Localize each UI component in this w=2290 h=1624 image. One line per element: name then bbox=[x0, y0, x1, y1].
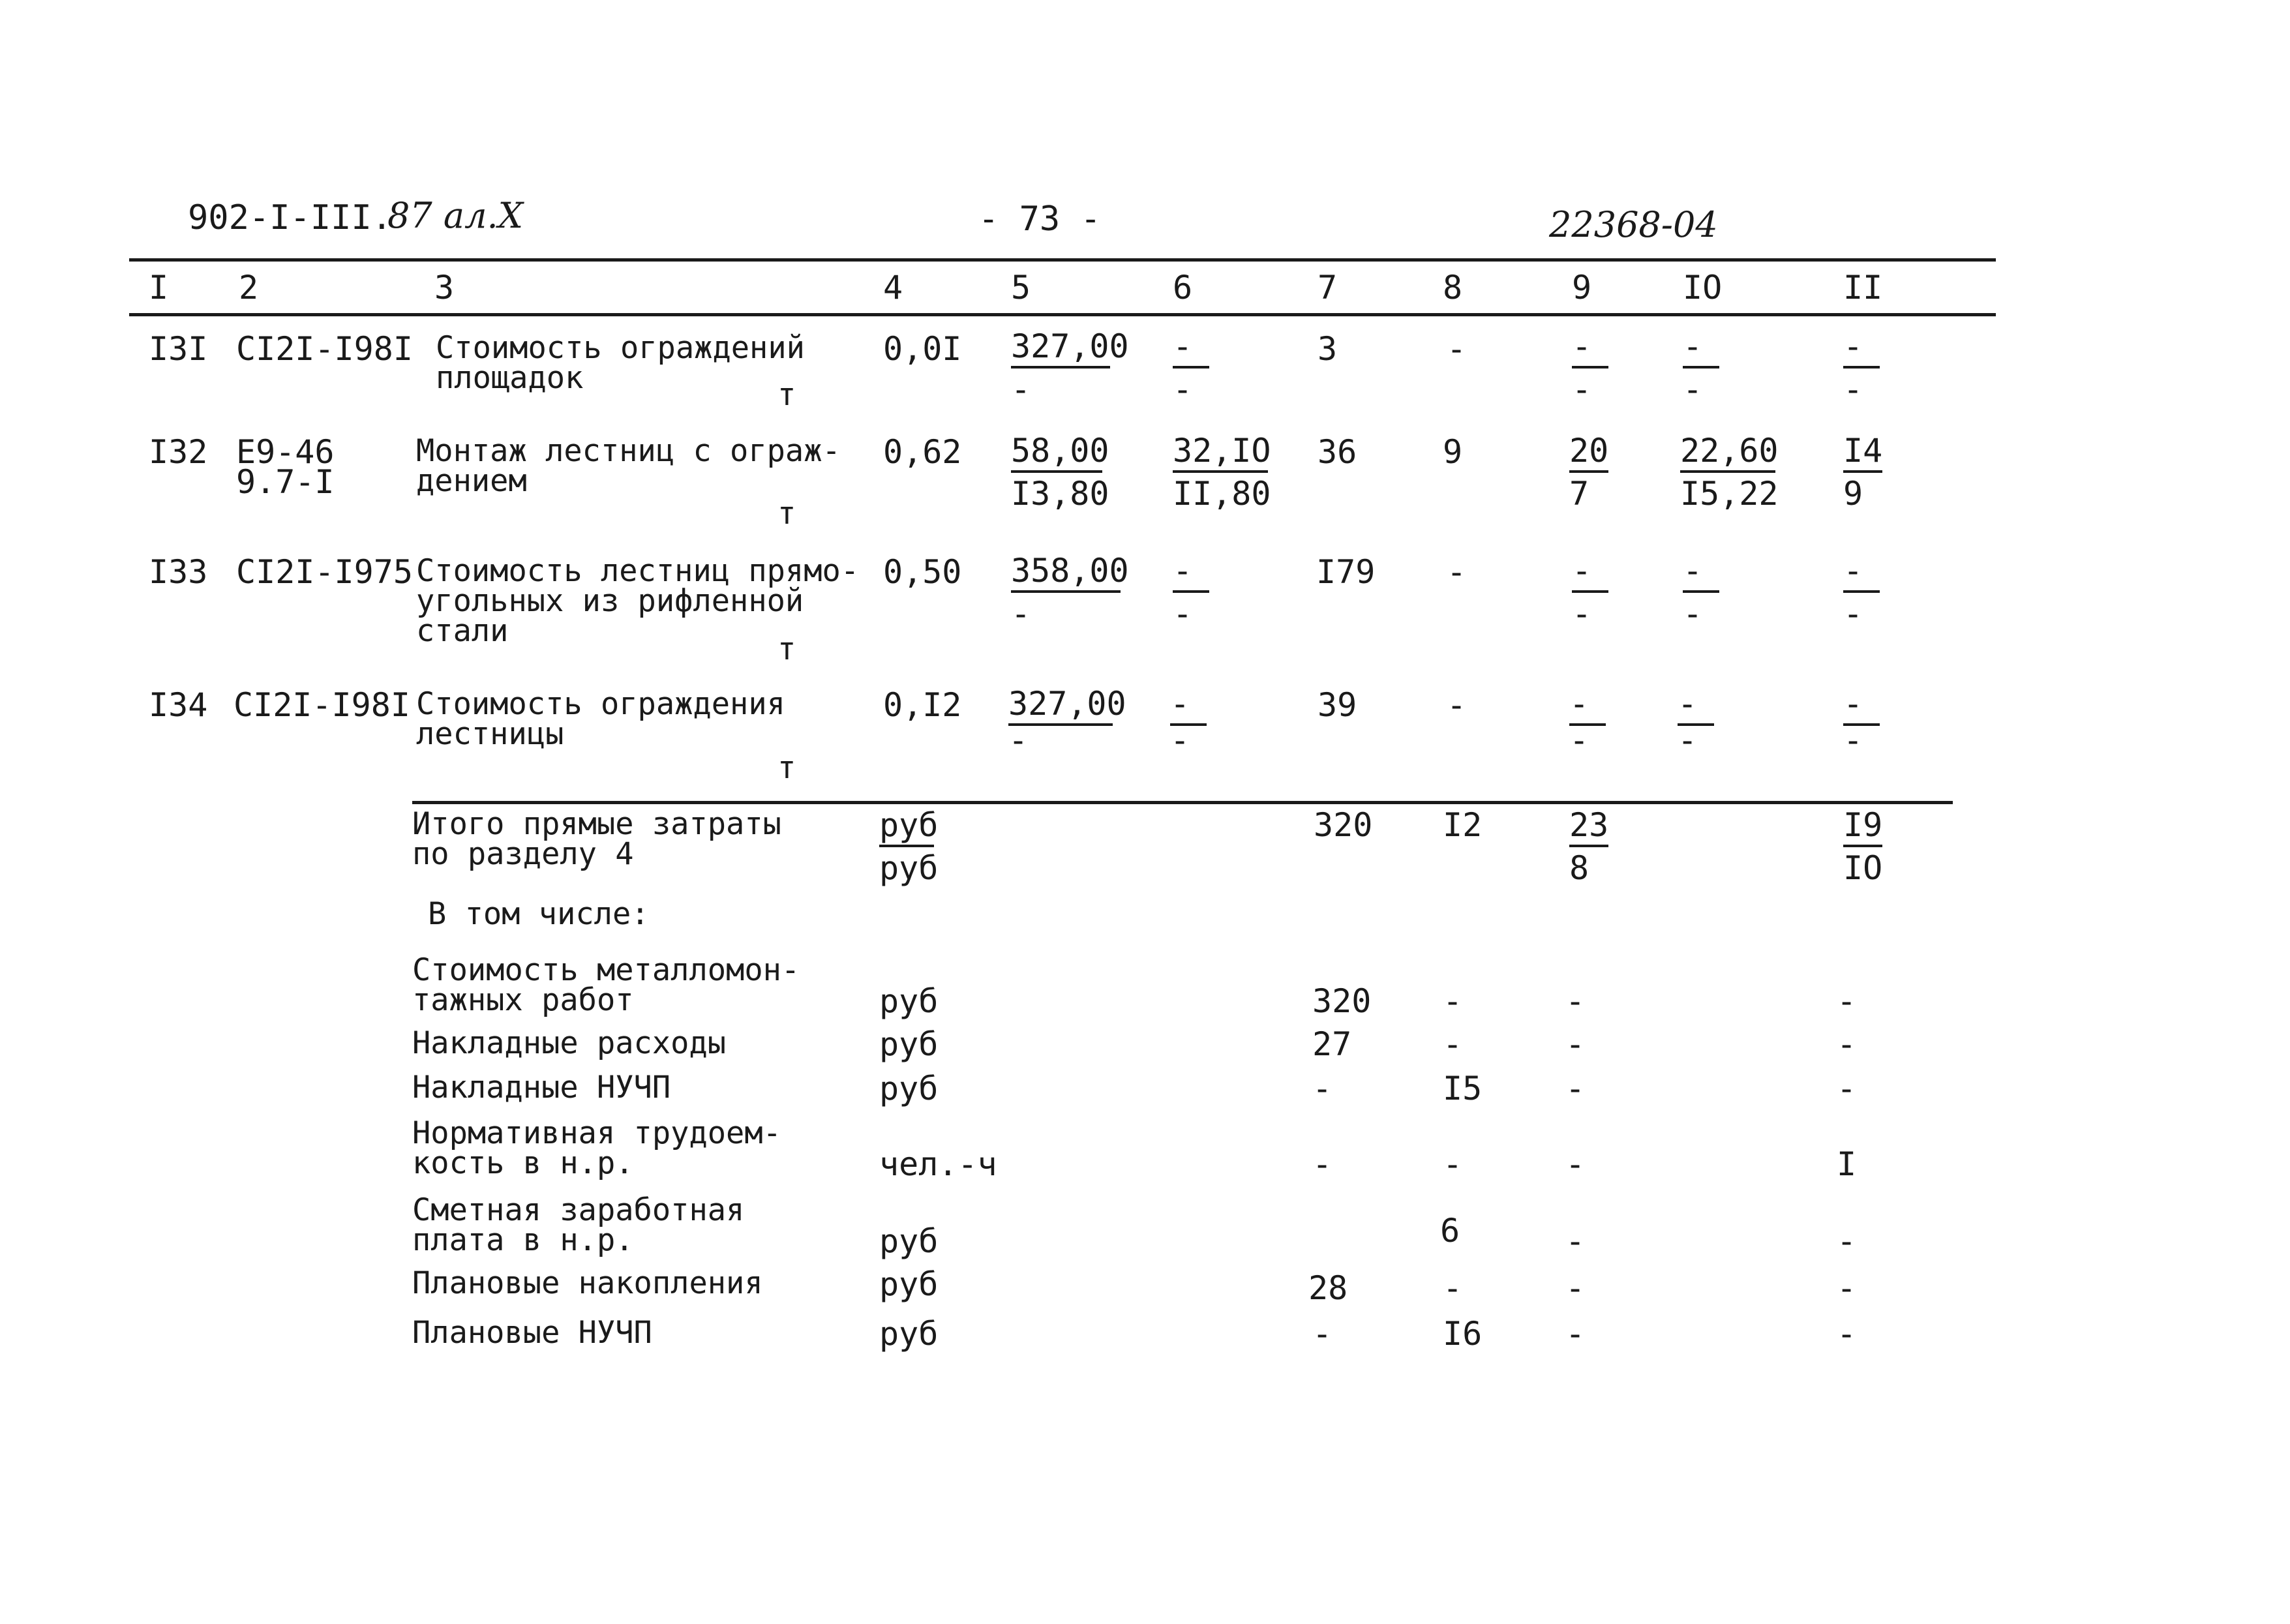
row-col-7: 36 bbox=[1318, 433, 1357, 471]
item-col-11: I bbox=[1837, 1145, 1857, 1183]
item-col-8: 6 bbox=[1440, 1212, 1460, 1250]
doc-code-handwritten: 87 ал.X bbox=[387, 195, 524, 236]
item-col-9: - bbox=[1565, 1025, 1586, 1063]
cell-col-9: - - bbox=[1572, 330, 1676, 395]
total-col-8: I2 bbox=[1443, 806, 1483, 844]
item-col-7: 28 bbox=[1308, 1269, 1348, 1307]
cell-unit-price: 58,00 I3,80 bbox=[1011, 432, 1109, 513]
col-header-8: 8 bbox=[1443, 269, 1463, 307]
row-quantity: 0,50 bbox=[883, 553, 962, 591]
item-col-11: - bbox=[1837, 1269, 1857, 1307]
row-unit: т bbox=[777, 496, 796, 532]
item-col-9: - bbox=[1565, 1145, 1586, 1183]
row-description-line: дением bbox=[416, 463, 527, 499]
item-col-7: - bbox=[1312, 1315, 1333, 1353]
row-number: I33 bbox=[149, 553, 208, 591]
cell-col-11: - - bbox=[1843, 687, 1948, 753]
total-col-9: 23 8 bbox=[1569, 806, 1609, 887]
row-col-8: - bbox=[1447, 686, 1467, 724]
row-description-line: площадок bbox=[436, 360, 584, 396]
col-header-11: II bbox=[1843, 269, 1883, 307]
cell-col-6: - - bbox=[1170, 687, 1274, 753]
cell-col-11: I4 9 bbox=[1843, 432, 1883, 513]
item-unit: руб bbox=[879, 1315, 939, 1353]
row-quantity: 0,62 bbox=[883, 433, 962, 471]
col-header-7: 7 bbox=[1318, 269, 1338, 307]
cell-col-6: - - bbox=[1173, 554, 1277, 620]
cell-col-9: - - bbox=[1569, 687, 1674, 753]
total-unit: руб руб bbox=[879, 806, 939, 887]
cell-col-6: - - bbox=[1173, 330, 1277, 395]
item-col-8: - bbox=[1443, 1145, 1463, 1183]
cell-unit-price: 358,00 - bbox=[1011, 552, 1129, 633]
item-col-11: - bbox=[1837, 982, 1857, 1020]
item-col-8: I6 bbox=[1443, 1315, 1483, 1353]
cell-col-10: - - bbox=[1683, 554, 1787, 620]
col-header-6: 6 bbox=[1173, 269, 1193, 307]
total-label-line: Итого прямые затраты bbox=[412, 806, 781, 842]
item-col-9: - bbox=[1565, 1222, 1586, 1260]
item-col-11: - bbox=[1837, 1222, 1857, 1260]
row-number: I3I bbox=[149, 330, 208, 368]
cell-col-10: 22,60 I5,22 bbox=[1680, 432, 1779, 513]
col-header-5: 5 bbox=[1011, 269, 1031, 307]
item-label-line: Накладные НУЧП bbox=[412, 1070, 671, 1105]
header-top-rule bbox=[129, 258, 1996, 262]
row-col-8: 9 bbox=[1443, 433, 1463, 471]
col-header-10: IO bbox=[1683, 269, 1723, 307]
total-col-7: 320 bbox=[1314, 806, 1373, 844]
doc-code: 902-I-III. bbox=[188, 198, 393, 237]
item-label-line: Накладные расходы bbox=[412, 1025, 727, 1061]
item-col-9: - bbox=[1565, 1315, 1586, 1353]
row-code: E9-46 bbox=[236, 433, 335, 471]
row-col-8: - bbox=[1447, 330, 1467, 368]
item-label-line: Стоимость металломон- bbox=[412, 952, 800, 988]
item-label-line: плата в н.р. bbox=[412, 1222, 634, 1258]
col-header-3: 3 bbox=[434, 269, 455, 307]
row-col-7: 3 bbox=[1318, 330, 1338, 368]
item-col-11: - bbox=[1837, 1025, 1857, 1063]
item-label-line: Сметная заработная bbox=[412, 1192, 745, 1228]
including-label: В том числе: bbox=[428, 896, 650, 932]
item-unit: руб bbox=[879, 1025, 939, 1063]
row-description-line: Монтаж лестниц с ограж- bbox=[416, 433, 841, 469]
row-code: CI2I-I975 bbox=[236, 553, 413, 591]
item-col-11: - bbox=[1837, 1070, 1857, 1107]
cell-col-10: - - bbox=[1678, 687, 1782, 753]
item-label-line: тажных работ bbox=[412, 982, 634, 1018]
row-col-7: I79 bbox=[1316, 553, 1376, 591]
item-label-line: Нормативная трудоем- bbox=[412, 1115, 781, 1151]
item-label-line: Плановые накопления bbox=[412, 1265, 763, 1301]
cell-col-9: 20 7 bbox=[1569, 432, 1609, 513]
cell-unit-price: 327,00 - bbox=[1011, 327, 1129, 408]
summary-rule bbox=[412, 801, 1953, 804]
item-col-8: - bbox=[1443, 1269, 1463, 1307]
row-col-7: 39 bbox=[1318, 686, 1357, 724]
item-col-9: - bbox=[1565, 1269, 1586, 1307]
item-unit: чел.-ч bbox=[879, 1145, 997, 1183]
cell-col-11: - - bbox=[1843, 554, 1948, 620]
cell-col-10: - - bbox=[1683, 330, 1787, 395]
col-header-2: 2 bbox=[239, 269, 259, 307]
cell-col-6: 32,IO II,80 bbox=[1173, 432, 1271, 513]
item-unit: руб bbox=[879, 982, 939, 1020]
doc-number-handwritten: 22368-04 bbox=[1549, 204, 1718, 245]
row-quantity: 0,I2 bbox=[883, 686, 962, 724]
row-unit: т bbox=[777, 377, 796, 413]
row-description-line: Стоимость ограждения bbox=[416, 686, 785, 722]
col-header-9: 9 bbox=[1572, 269, 1592, 307]
item-col-8: I5 bbox=[1443, 1070, 1483, 1107]
item-col-11: - bbox=[1837, 1315, 1857, 1353]
item-unit: руб bbox=[879, 1222, 939, 1260]
row-col-8: - bbox=[1447, 553, 1467, 591]
row-description-line: угольных из рифленной bbox=[416, 583, 804, 619]
page-number: - 73 - bbox=[978, 200, 1101, 239]
item-col-7: 27 bbox=[1312, 1025, 1352, 1063]
row-code: CI2I-I98I bbox=[236, 330, 413, 368]
item-label-line: кость в н.р. bbox=[412, 1145, 634, 1181]
col-header-4: 4 bbox=[883, 269, 903, 307]
item-col-7: - bbox=[1312, 1070, 1333, 1107]
col-header-1: I bbox=[149, 269, 169, 307]
item-col-7: 320 bbox=[1312, 982, 1372, 1020]
header-bottom-rule bbox=[129, 313, 1996, 316]
row-code-line-2: 9.7-I bbox=[236, 463, 335, 501]
row-code: CI2I-I98I bbox=[234, 686, 410, 724]
item-col-8: - bbox=[1443, 1025, 1463, 1063]
row-description-line: Стоимость ограждений bbox=[436, 330, 805, 366]
item-col-9: - bbox=[1565, 1070, 1586, 1107]
row-unit: т bbox=[777, 750, 796, 786]
cell-col-9: - - bbox=[1572, 554, 1676, 620]
total-label-line: по разделу 4 bbox=[412, 836, 634, 872]
row-description-line: Стоимость лестниц прямо- bbox=[416, 553, 860, 589]
row-unit: т bbox=[777, 631, 796, 667]
row-description-line: стали bbox=[416, 613, 509, 649]
total-col-11: I9 IO bbox=[1843, 806, 1883, 887]
row-description-line: лестницы bbox=[416, 716, 564, 752]
cell-unit-price: 327,00 - bbox=[1008, 685, 1126, 759]
item-unit: руб bbox=[879, 1265, 939, 1303]
item-col-8: - bbox=[1443, 982, 1463, 1020]
item-unit: руб bbox=[879, 1070, 939, 1107]
row-number: I34 bbox=[149, 686, 208, 724]
item-col-7: - bbox=[1312, 1145, 1333, 1183]
item-col-9: - bbox=[1565, 982, 1586, 1020]
item-label-line: Плановые НУЧП bbox=[412, 1315, 652, 1351]
cell-col-11: - - bbox=[1843, 330, 1948, 395]
row-quantity: 0,0I bbox=[883, 330, 962, 368]
row-number: I32 bbox=[149, 433, 208, 471]
